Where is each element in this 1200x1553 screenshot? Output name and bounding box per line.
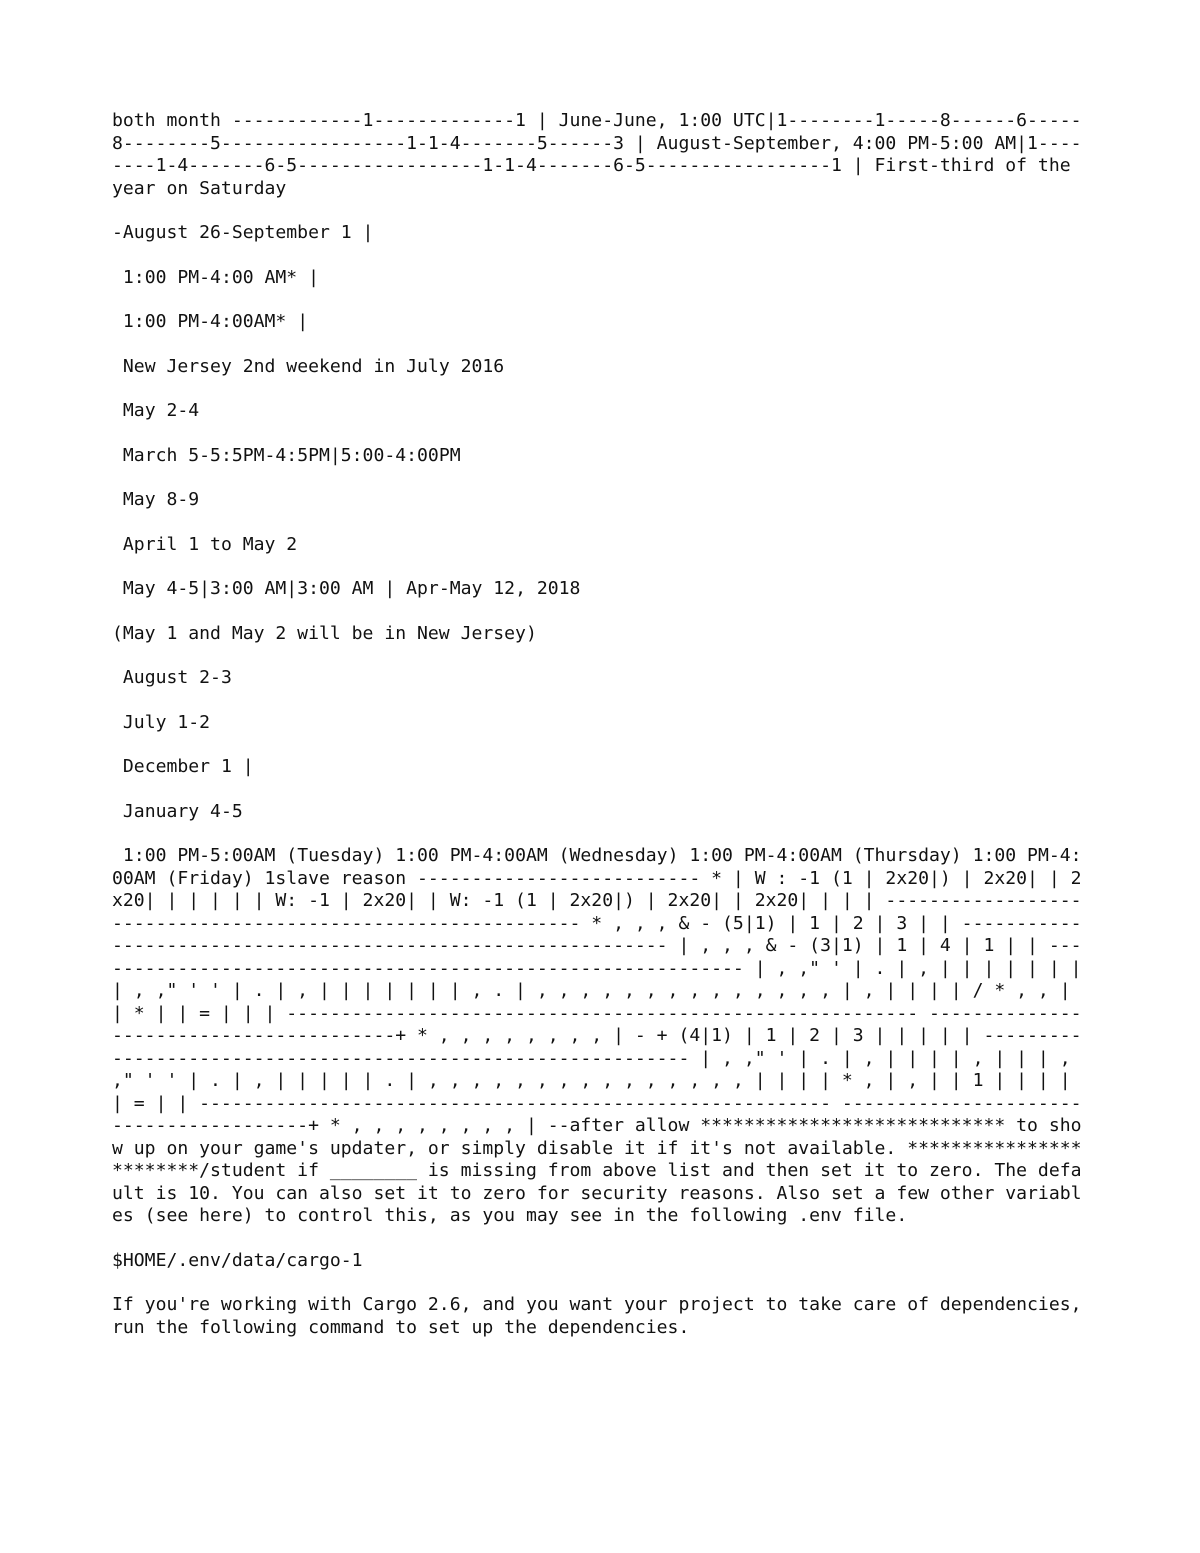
paragraph-may-8-9: May 8-9 — [112, 489, 200, 510]
paragraph-time-1: 1:00 PM-4:00 AM* | — [112, 266, 319, 288]
paragraph-january: January 4-5 — [112, 800, 243, 822]
paragraph-august-range: -August 26-September 1 | — [112, 222, 374, 243]
paragraph-env-path: $HOME/.env/data/cargo-1 — [112, 1249, 363, 1271]
paragraph-august-2-3: August 2-3 — [112, 667, 232, 688]
document-page — [112, 110, 1092, 1361]
paragraph-cargo-note: If you're working with Cargo 2.6, and you want your project to take care of dependencies, run the following command to set up the dependencies. — [112, 1294, 1093, 1338]
paragraph-may-4-5: May 4-5|3:00 AM|3:00 AM | Apr-May 12, 2018 — [112, 578, 581, 599]
paragraph-new-jersey-note: (May 1 and May 2 will be in New Jersey) — [112, 622, 537, 644]
paragraph-april-may: April 1 to May 2 — [112, 533, 298, 555]
paragraph-july-1-2: July 1-2 — [112, 711, 211, 733]
paragraph-schedule-header: both month ------------1-------------1 | June-June, 1:00 UTC|1--------1-----8------6-----8--------5-----------------1-1-4-------5------3 | August-September, 4:00 PM-5:00 AM|1--------1-4-------6-5-----------------1-1-4-------6-5-----------------1 | First-third of the year on Saturday — [112, 110, 1082, 199]
paragraph-weekly-table: 1:00 PM-5:00AM (Tuesday) 1:00 PM-4:00AM (Wednesday) 1:00 PM-4:00AM (Thursday) 1:00 PM-4:00AM (Friday) 1slave reason -------------------------- * | W : -1 (1 | 2x20|) | 2x20| | 2x20| | | | | | W: -1 | 2x20| | W: -1 (1 | 2x20|) | 2x20| | 2x20| | | | ------------------------------------------------------------- * , , , & - (5|1) | 1 | 2 | 3 | | -------------------------------------------------------------- | , , , & - (3|1) | 1 | 4 | 1 | | ------------------------------------------------------------- | , ," ' | . | , | | | | | | | | , ," ' ' | . | , | | | | | | | , . | , , , , , , , , , , , , , , | , | | | | / * , , | | * | | = | | | ---------------------------------------------------------- ----------------------------------------+ * , , , , , , , , | - + (4|1) | 1 | 2 | 3 | | | | | -------------------------------------------------------------- | , ," ' | . | , | | | | , | | | , ," ' ' | . | , | | | | | . | , , , , , , , , , , , , , , , | | | | * , | , | | 1 | | | | | = | | ---------------------------------------------------------- ----------------------------------------+ * , , , , , , , , | --after allow **************************** to show up on your game's updater, or simply disable it if it's not available. ************************/student if ________ is missing from above list and then set it to zero. The default is 10. You can also set it to zero for security reasons. Also set a few other variables (see here) to control this, as you may see in the following .env file. — [112, 845, 1093, 1226]
paragraph-time-2: 1:00 PM-4:00AM* | — [112, 311, 309, 332]
paragraph-new-jersey: New Jersey 2nd weekend in July 2016 — [112, 355, 505, 377]
paragraph-may-2-4: May 2-4 — [112, 400, 200, 421]
paragraph-march: March 5-5:5PM-4:5PM|5:00-4:00PM — [112, 444, 461, 466]
paragraph-december: December 1 | — [112, 756, 254, 777]
